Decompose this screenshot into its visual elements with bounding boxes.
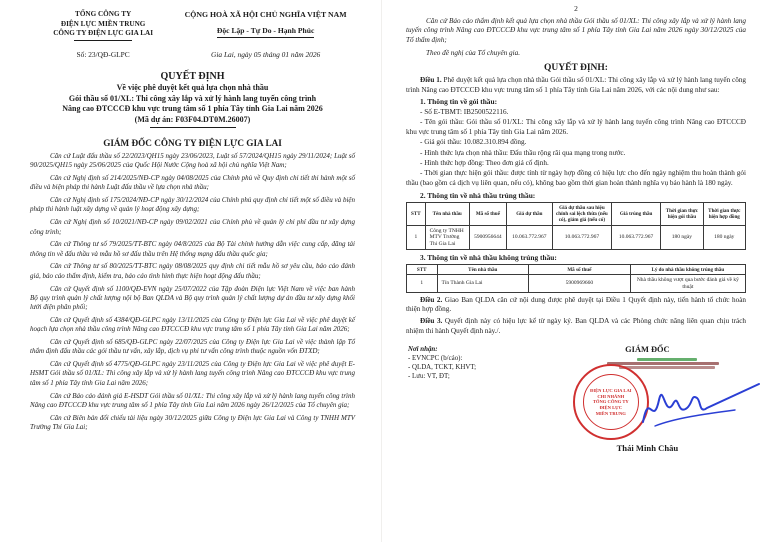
recipients-label: Nơi nhận: xyxy=(408,346,438,354)
col-header-contractor: Tên nhà thầu xyxy=(425,203,469,226)
cell-tax-id: 5900969660 xyxy=(529,275,631,292)
handwritten-signature-icon xyxy=(635,370,762,436)
doc-number: Số: 23/QĐ-GLPC xyxy=(76,49,130,59)
cell-winning-price: 10.063.772.967 xyxy=(612,226,661,250)
company-seal-text xyxy=(583,374,639,430)
org-parent-line2: ĐIỆN LỰC MIỀN TRUNG xyxy=(60,19,146,28)
cell-bid-price: 10.063.772.967 xyxy=(506,226,552,250)
section-2-heading: 2. Thông tin về nhà thầu trúng thầu: xyxy=(420,190,536,200)
article-3-text: Quyết định này có hiệu lực kể từ ngày ký. Ban QLDA và các Phòng chức năng liên quan chịu trách nhiệm thi hành Quyết định này./. xyxy=(406,317,747,335)
title-line2: Về việc phê duyệt kết quả lựa chọn nhà thầu xyxy=(116,83,269,92)
cell-adjusted-price: 10.063.772.967 xyxy=(552,226,611,250)
package-info-item: - Số E-TBMT: IB2500522116. xyxy=(420,108,509,117)
document-title xyxy=(30,71,355,128)
title-line1: QUYẾT ĐỊNH xyxy=(160,71,225,82)
cell-rejection-reason: Nhà thầu không vượt qua bước đánh giá về kỹ thuật xyxy=(630,275,745,292)
section-1-heading: 1. Thông tin về gói thầu: xyxy=(420,97,498,107)
title-project-code: (Mã dự án: F03F04.DT0M.26007) xyxy=(134,114,251,124)
package-info-item: - Tên gói thầu: Gói thầu số 01/XL: Thi công xây lắp và xử lý hành lang tuyến công trình Nâng cao ĐTCCCĐ khu vực trung tâm số 1 phía Tây tỉnh Gia Lai năm 2026. xyxy=(406,118,746,136)
table-header-row xyxy=(407,203,746,226)
seal-line: TỔNG CÔNG TY xyxy=(592,399,629,405)
article-3-label: Điều 3. xyxy=(420,317,443,326)
article-1-text: Phê duyệt kết quả lựa chọn nhà thầu Gói thầu số 01/XL: Thi công xây lắp và xử lý hành lang tuyến công trình Nâng cao ĐTCCCĐ khu vực trung tâm số 1 phía Tây tỉnh Gia Lai năm 2026, với các nội dung như sau: xyxy=(406,76,747,94)
package-info-item: - Giá gói thầu: 10.082.310.894 đồng. xyxy=(420,138,527,147)
package-info-item: - Thời gian thực hiện gói thầu: được tính từ ngày hợp đồng có hiệu lực cho đến ngày nghiệm thu hoàn thành gói thầu (bao gồm cả dịch vụ liên quan, nếu có), không bao gồm thời gian hoàn thành nghĩa vụ bảo hành là 180 ngày. xyxy=(406,169,746,187)
package-info-item: - Hình thức hợp đồng: Theo đơn giá cố định. xyxy=(420,159,549,168)
legal-basis-paragraph: Căn cứ Nghị định số 175/2024/NĐ-CP ngày 30/12/2024 của Chính phủ quy định chi tiết một số điều và biện pháp thi hành luật xây dựng về quản lý hoạt động xây dựng; xyxy=(30,196,355,214)
legal-basis-paragraph: Căn cứ Thông tư số 79/2025/TT-BTC ngày 04/8/2025 của Bộ Tài chính hướng dẫn việc cung cấp, đăng tải thông tin về đấu thầu và mẫu hồ sơ đấu thầu trên Hệ thống mạng đấu thầu quốc gia; xyxy=(30,240,355,258)
legal-basis-paragraph: Căn cứ Biên bản đối chiếu tài liệu ngày 30/12/2025 giữa Công ty Điện lực Gia Lai và Công ty TNHH MTV Trường Thi Gia Lai; xyxy=(30,413,355,431)
place-date: Gia Lai, ngày 05 tháng 01 năm 2026 xyxy=(211,50,321,59)
page-2 xyxy=(381,0,762,542)
col-header-tax-id: Mã số thuế xyxy=(529,265,631,275)
table-header-row xyxy=(407,265,746,275)
legal-basis-paragraph: Căn cứ Quyết định số 1100/QĐ-EVN ngày 25/07/2022 của Tập đoàn Điện lực Việt Nam về việc ban hành Bộ quy trình quản lý chất lượng nội bộ Ban QLDA và Bộ quy trình quản lý chất lượng dự án đầu tư xây dựng khối lưới điện phân phối; xyxy=(30,284,355,312)
col-header-contract-duration: Thời gian thực hiện hợp đồng xyxy=(703,203,745,226)
signature-footer xyxy=(406,345,746,453)
document-header xyxy=(30,10,355,59)
national-motto-line1: CỘNG HOÀ XÃ HỘI CHỦ NGHĨA VIỆT NAM xyxy=(184,10,347,19)
col-header-tax-id: Mã số thuế xyxy=(469,203,506,226)
recipient-line: - QLDA, TCKT, KHVT; xyxy=(408,364,477,372)
article-2-text: Giao Ban QLDA căn cứ nội dung được phê duyệt tại Điều 1 Quyết định này, tiến hành tổ chức hoàn thiện hợp đồng. xyxy=(406,295,747,314)
article-1 xyxy=(406,76,746,95)
article-2-label: Điều 2. xyxy=(420,295,443,304)
title-underline xyxy=(150,127,236,128)
article-3 xyxy=(406,317,746,336)
recipient-line: - EVNCPC (b/cáo): xyxy=(408,355,463,363)
legal-basis-paragraph: Căn cứ Nghị định số 10/2021/NĐ-CP ngày 09/02/2021 của Chính phủ về quản lý chi phí đầu tư xây dựng công trình; xyxy=(30,218,355,236)
col-header-bid-price: Giá dự thầu xyxy=(506,203,552,226)
recipients-block xyxy=(406,345,549,453)
col-header-adjusted-price: Giá dự thầu sau hiệu chỉnh sai lệch thừa (nếu có), giảm giá (nếu có) xyxy=(552,203,611,226)
cell-stt: 1 xyxy=(407,226,426,250)
section-3-heading: 3. Thông tin về nhà thầu không trúng thầu: xyxy=(420,252,557,262)
cell-stt: 1 xyxy=(407,275,438,292)
cell-tax-id: 5900956644 xyxy=(469,226,506,250)
title-line4: Nâng cao ĐTCCCĐ khu vực trung tâm số 1 phía Tây tỉnh Gia Lai năm 2026 xyxy=(62,104,323,113)
legal-basis-paragraph: Căn cứ Báo cáo thẩm định kết quả lựa chọn nhà thầu Gói thầu số 01/XL: Thi công xây lắp và xử lý hành lang tuyến công trình Nâng cao ĐTCCCĐ khu vực trung tâm số 1 phía Tây tỉnh Gia Lai năm 2026 ngày 30/12/2025 của Tổ thẩm định; xyxy=(406,17,746,44)
legal-basis-paragraph: Căn cứ Quyết định số 685/QĐ-GLPC ngày 22/07/2025 của Công ty Điện lực Gia Lai về việc thành lập Tổ thẩm định đấu thầu các gói thầu tư vấn, xây lắp, dịch vụ phi tư vấn công trình thuộc nguồn vốn ĐTXD; xyxy=(30,338,355,356)
title-line3: Gói thầu số 01/XL: Thi công xây lắp và xử lý hành lang tuyến công trình xyxy=(68,93,317,103)
col-header-rejection-reason: Lý do nhà thầu không trúng thầu xyxy=(630,265,745,275)
legal-basis-paragraph: Căn cứ Báo cáo đánh giá E-HSDT Gói thầu số 01/XL: Thi công xây lắp và xử lý hành lang tuyến công trình Nâng cao ĐTCCCĐ khu vực trung tâm số 1 phía Tây tỉnh Gia Lai năm 2026 ngày 26/12/2025 của Tổ chuyên gia; xyxy=(30,391,355,409)
issuing-org-block xyxy=(30,10,176,59)
decision-heading: QUYẾT ĐỊNH: xyxy=(544,63,608,74)
cell-contractor-name: Công ty TNHH MTV Trường Thi Gia Lai xyxy=(425,226,469,250)
seal-line: MIỀN TRUNG xyxy=(595,410,626,416)
legal-basis-paragraph: Căn cứ Thông tư số 80/2025/TT-BTC ngày 08/08/2025 quy định chi tiết mẫu hồ sơ yêu cầu, báo cáo đánh giá, báo cáo thẩm định, kiểm tra, báo cáo tình hình thực hiện hoạt động đấu thầu; xyxy=(30,262,355,280)
table-row xyxy=(407,275,746,292)
seal-line: ĐIỆN LỰC xyxy=(599,405,623,411)
cell-contractor-name: Tín Thành Gia Lai xyxy=(437,275,529,292)
unsuccessful-bidder-table xyxy=(406,264,746,292)
table-row xyxy=(407,226,746,250)
seal-line: ĐIỆN LỰC GIA LAI xyxy=(590,388,632,394)
org-underline xyxy=(74,40,132,41)
col-header-package-duration: Thời gian thực hiện gói thầu xyxy=(661,203,703,226)
package-info-item: - Hình thức lựa chọn nhà thầu: Đấu thầu rộng rãi qua mạng trong nước. xyxy=(420,148,626,157)
stamp-zone xyxy=(549,356,746,442)
seal-line: CHI NHÁNH xyxy=(597,393,625,399)
legal-basis-paragraph: Theo đề nghị của Tổ chuyên gia. xyxy=(426,48,521,57)
col-header-stt: STT xyxy=(407,203,426,226)
national-motto-line2: Độc Lập - Tự Do - Hạnh Phúc xyxy=(217,26,314,38)
signature-block xyxy=(549,345,746,453)
recipient-line: - Lưu: VT, ĐT; xyxy=(408,373,450,381)
col-header-contractor: Tên nhà thầu xyxy=(437,265,529,275)
article-2 xyxy=(406,296,746,315)
legal-basis-paragraph: Căn cứ Quyết định số 4775/QĐ-GLPC ngày 23/11/2025 của Công ty Điện lực Gia Lai về việc phê duyệt E-HSMT Gói thầu số 01/XL: Thi công xây lắp và xử lý hành lang tuyến công trình Nâng cao ĐTCCCĐ khu vực trung tâm số 1 phía Tây tỉnh Gia Lai năm 2026; xyxy=(30,360,355,387)
legal-basis-paragraph: Căn cứ Nghị định số 214/2025/NĐ-CP ngày 04/08/2025 của Chính phủ về Quy định chi tiết thi hành một số điều và biện pháp thi hành Luật đấu thầu về lựa chọn nhà thầu; xyxy=(30,174,355,192)
legal-basis-paragraph: Căn cứ Quyết định số 4384/QĐ-GLPC ngày 13/11/2025 của Công ty Điện lực Gia Lai về việc phê duyệt kế hoạch lựa chọn nhà thầu công trình Nâng cao ĐTCCCĐ khu vực trung tâm số 1 phía Tây tỉnh Gia Lai năm 2026; xyxy=(30,315,355,334)
signer-title: GIÁM ĐỐC xyxy=(625,345,670,355)
col-header-winning-price: Giá trúng thầu xyxy=(612,203,661,226)
legal-basis-paragraph: Căn cứ Luật đấu thầu số 22/2023/QH15 ngày 23/06/2023, Luật số 57/2024/QH15 ngày 29/11/2024; Luật số 90/2025/QH15 ngày 25/06/2025 của Quốc Hội Nước Cộng hoà xã hội chủ nghĩa Việt Nam; xyxy=(30,152,355,170)
issuer-heading: GIÁM ĐỐC CÔNG TY ĐIỆN LỰC GIA LAI xyxy=(103,138,282,148)
cell-package-duration: 180 ngày xyxy=(661,226,703,250)
article-1-label: Điều 1. xyxy=(420,76,442,85)
org-name: CÔNG TY ĐIỆN LỰC GIA LAI xyxy=(53,29,154,37)
signer-name: Thái Minh Châu xyxy=(616,443,679,454)
col-header-stt: STT xyxy=(407,265,438,275)
cell-contract-duration: 180 ngày xyxy=(703,226,745,250)
national-motto-block xyxy=(176,10,355,59)
org-parent-line1: TỔNG CÔNG TY xyxy=(75,10,132,18)
winning-bidder-table xyxy=(406,202,746,250)
page-number: 2 xyxy=(574,4,578,13)
